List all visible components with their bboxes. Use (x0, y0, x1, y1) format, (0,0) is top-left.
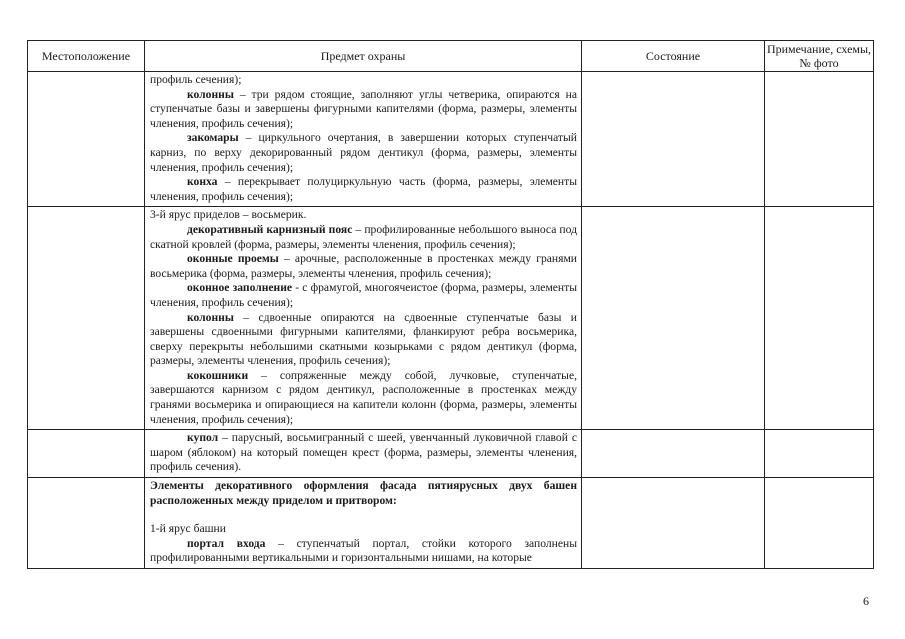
section-heading: Элементы декоративного оформления фасада пятиярусных двух башен расположенных между приделом и притвором: (150, 479, 577, 507)
tier-title: 3-й ярус приделов – восьмерик. (150, 208, 307, 222)
desc-kolonny: – три рядом стоящие, заполняют углы четверика, опираются на ступенчатые базы и завершены фигурными капителями (форма, размеры, элементы членения, профиль сечения); (150, 87, 577, 130)
blank-line (150, 508, 577, 522)
item-zakomary (150, 131, 577, 175)
subject-cell (145, 207, 582, 430)
table-row (28, 430, 874, 478)
term-kolonny: колонны (187, 87, 234, 101)
protection-table (27, 40, 874, 569)
item-kupol (150, 431, 577, 475)
item-portal (150, 537, 577, 566)
notes-cell (765, 72, 874, 207)
location-cell (28, 430, 145, 478)
desc-poyas: – профилированные небольшого выноса под скатной кровлей (форма, размеры, элементы членения, профиль сечения); (150, 222, 577, 251)
table-row (28, 72, 874, 207)
item-koncha (150, 175, 577, 204)
condition-cell (582, 207, 765, 430)
subject-cell (145, 72, 582, 207)
notes-cell (765, 430, 874, 478)
notes-cell (765, 207, 874, 430)
term-kupol: купол (187, 431, 219, 445)
term-poyas: декоративный карнизный пояс (187, 222, 353, 236)
header-location: Местоположение (28, 41, 145, 72)
desc-portal: – ступенчатый портал, стойки которого заполнены профилированными вертикальными и горизонтальными нишами, на которые (150, 536, 578, 565)
table-row (28, 207, 874, 430)
location-cell (28, 72, 145, 207)
location-cell (28, 207, 145, 430)
header-condition: Состояние (582, 41, 765, 72)
subject-cell (145, 478, 582, 569)
term-proemy: оконные проемы (187, 252, 279, 266)
item-zapolnenie (150, 281, 577, 310)
condition-cell (582, 72, 765, 207)
desc-kolonny: – сдвоенные опираются на сдвоенные ступенчатые базы и завершены сдвоенными фигурными капителями, фланкируют ребра восьмерика, сверху перекрыты небольшими скатными козырьками с рядом дентикул (форма, размеры, элементы членения, профиль сечения); (150, 310, 577, 368)
item-kokoshniki (150, 369, 577, 427)
location-cell (28, 478, 145, 569)
term-koncha: конха (187, 175, 218, 189)
header-notes: Примечание, схемы, № фото (765, 41, 874, 72)
header-subject: Предмет охраны (145, 41, 582, 72)
item-kolonny (150, 88, 577, 132)
item-kolonny (150, 311, 577, 369)
item-poyas (150, 223, 577, 252)
term-zapolnenie: оконное заполнение (187, 281, 293, 295)
desc-kokoshniki: – сопряженные между собой, лучковые, ступенчатые, завершаются карнизом с рядом дентикул, расположенные в простенках между гранями восьмерика и опирающиеся на капители колонн (форма, размеры, элементы членения, профиль сечения); (150, 368, 577, 426)
continuation-line: профиль сечения); (150, 73, 242, 86)
table-header-row (28, 41, 874, 72)
subject-cell (145, 430, 582, 478)
item-proemy (150, 252, 577, 281)
table-row (28, 478, 874, 569)
tier-title: 1-й ярус башни (150, 522, 226, 536)
page-number: 6 (863, 594, 869, 608)
desc-kupol: – парусный, восьмигранный с шеей, увенчанный луковичной главой с шаром (яблоком) на который помещен крест (форма, размеры, элементы членения, профиль сечения). (150, 431, 577, 474)
term-kokoshniki: кокошники (187, 368, 249, 382)
condition-cell (582, 430, 765, 478)
desc-zapolnenie: - с фрамугой, многоячеистое (форма, размеры, элементы членения, профиль сечения); (150, 281, 577, 309)
term-kolonny: колонны (187, 310, 234, 324)
desc-zakomary: – циркульного очертания, в завершении которых ступенчатый карниз, по верху декорированный рядом дентикул (форма, размеры, элементы членения, профиль сечения); (150, 131, 577, 174)
term-portal: портал входа (187, 536, 266, 550)
notes-cell (765, 478, 874, 569)
condition-cell (582, 478, 765, 569)
desc-proemy: – арочные, расположенные в простенках между гранями восьмерика (форма, размеры, элементы членения, профиль сечения); (150, 252, 577, 280)
desc-koncha: – перекрывает полуциркульную часть (форма, размеры, элементы членения, профиль сечения); (150, 175, 577, 203)
term-zakomary: закомары (187, 131, 239, 145)
